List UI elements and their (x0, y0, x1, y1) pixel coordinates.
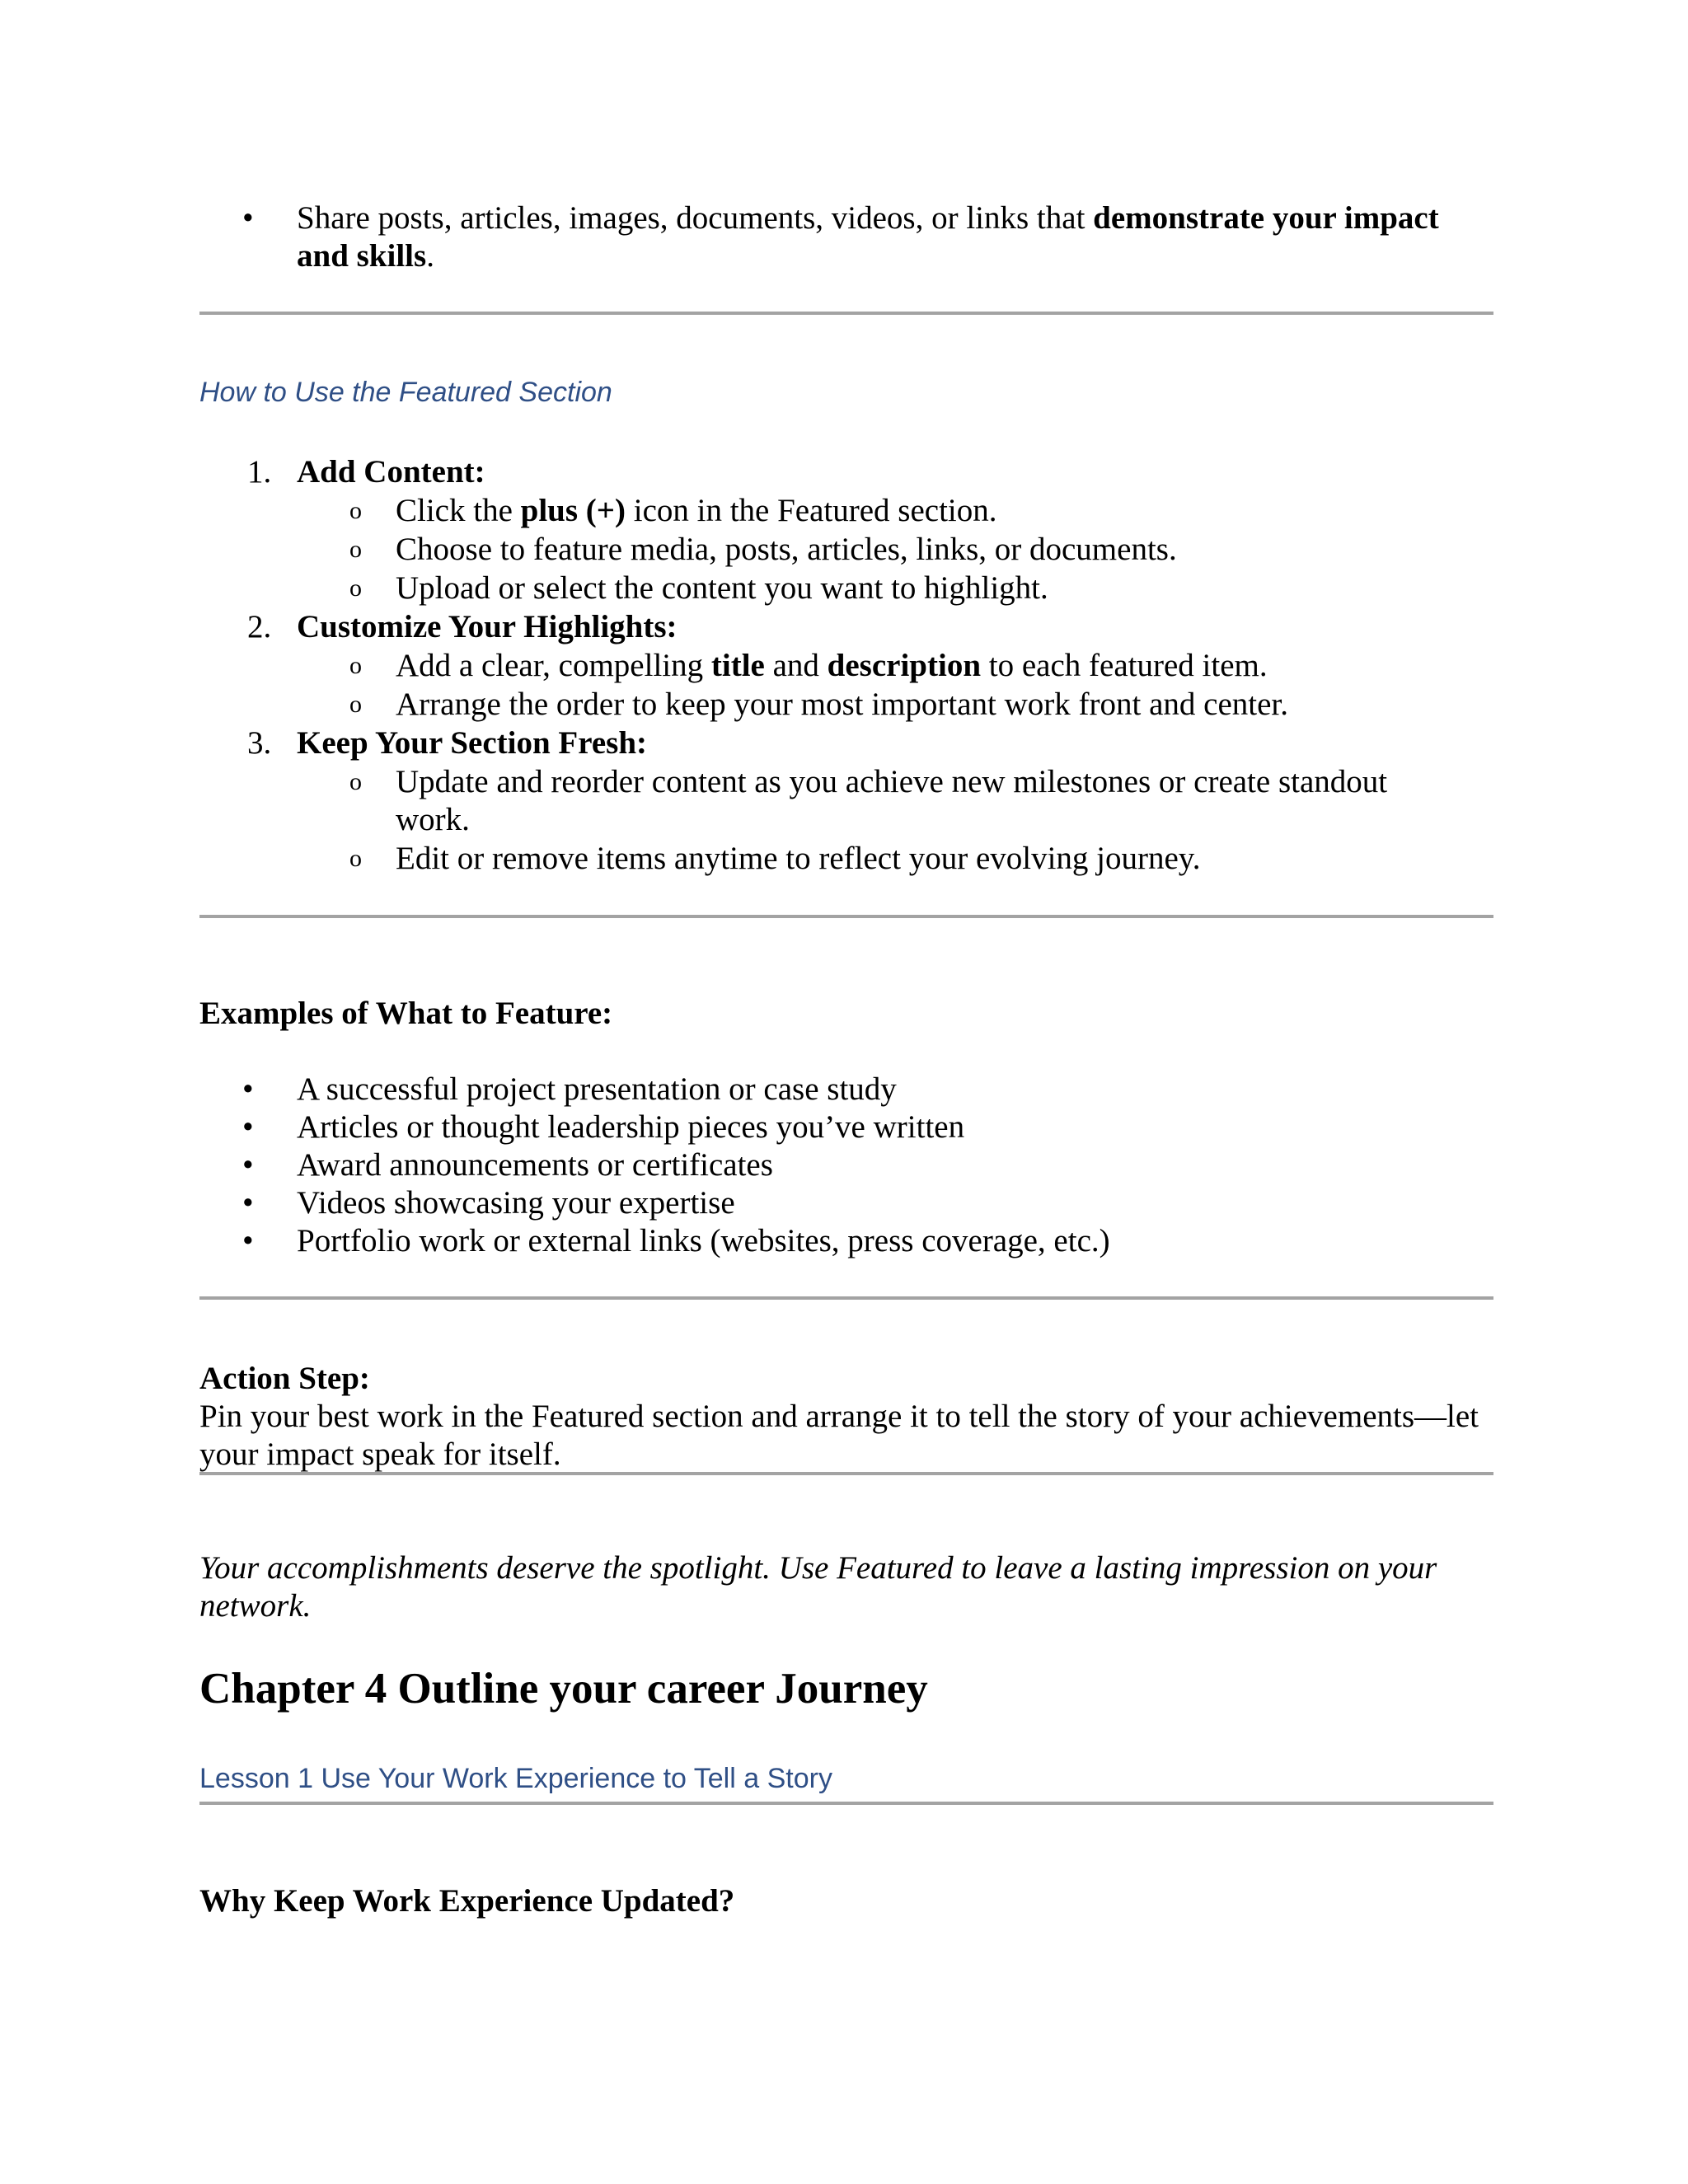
intro-bullet-text (297, 199, 1492, 275)
bullet-icon: • (242, 1185, 254, 1221)
step-item: Edit or remove items anytime to reflect your evolving journey. (396, 841, 1201, 876)
step-item: Upload or select the content you want to highlight. (396, 570, 1048, 606)
closing-statement: Your accomplishments deserve the spotlight. Use Featured to leave a lasting impression on your network. (199, 1550, 1437, 1624)
section-question-text: Why Keep Work Experience Updated? (199, 1883, 735, 1919)
step-number: 3. (247, 725, 272, 761)
step-title-text: Keep Your Section Fresh: (297, 725, 648, 761)
action-text: Pin your best work in the Featured section and arrange it to tell the story of your achievements—let your impact speak for itself. (199, 1399, 1479, 1472)
how-to-heading: How to Use the Featured Section (199, 377, 612, 408)
item-text: Add a clear, compelling (396, 648, 711, 683)
sub-bullet-icon: o (349, 536, 362, 563)
bullet-icon: • (242, 1147, 254, 1183)
item-text-end: icon in the Featured section. (625, 493, 997, 528)
step-title-text: Add Content: (297, 454, 485, 490)
list-item: Award announcements or certificates (297, 1147, 773, 1183)
item-text: Click the (396, 493, 521, 528)
sub-bullet-icon: o (349, 845, 362, 872)
sub-bullet-icon: o (349, 691, 362, 718)
step-title-text: Customize Your Highlights: (297, 609, 678, 644)
step-item: Update and reorder content as you achieve new milestones or create standout work. (396, 764, 1388, 837)
action-label (199, 1360, 370, 1398)
step-item: Choose to feature media, posts, articles, links, or documents. (396, 532, 1177, 567)
item-bold: plus (+) (520, 493, 626, 528)
divider (199, 312, 1493, 315)
step-item (396, 647, 1268, 685)
bullet-icon: • (242, 1223, 254, 1258)
item-bold: title (710, 648, 765, 683)
item-text-end: to each featured item. (981, 648, 1268, 683)
item-bold: description (827, 648, 982, 683)
section-question (199, 1882, 734, 1920)
bullet-icon: • (242, 200, 254, 236)
divider (199, 915, 1493, 918)
step-item (396, 492, 997, 530)
item-text-mid: and (764, 648, 828, 683)
intro-text: Share posts, articles, images, documents, videos, or links that (297, 200, 1094, 236)
step-title (297, 453, 485, 491)
lesson-heading: Lesson 1 Use Your Work Experience to Tell a Story (199, 1763, 832, 1794)
sub-bullet-icon: o (349, 574, 362, 602)
list-item: Articles or thought leadership pieces you’ve written (297, 1109, 965, 1145)
list-item: Portfolio work or external links (websites, press coverage, etc.) (297, 1223, 1110, 1258)
sub-bullet-icon: o (349, 768, 362, 795)
examples-heading (199, 995, 612, 1033)
bullet-icon: • (242, 1109, 254, 1145)
list-item: A successful project presentation or case study (297, 1071, 897, 1107)
divider (199, 1802, 1493, 1805)
step-item: Arrange the order to keep your most important work front and center. (396, 687, 1288, 722)
divider (199, 1472, 1493, 1475)
intro-text-end: . (426, 238, 434, 274)
bullet-icon: • (242, 1071, 254, 1107)
action-label-text: Action Step: (199, 1361, 370, 1396)
divider (199, 1296, 1493, 1300)
step-title (297, 724, 647, 762)
step-number: 2. (247, 609, 272, 644)
chapter-title: Chapter 4 Outline your career Journey (199, 1665, 928, 1713)
step-number: 1. (247, 454, 272, 490)
sub-bullet-icon: o (349, 497, 362, 524)
list-item: Videos showcasing your expertise (297, 1185, 735, 1221)
step-title (297, 608, 678, 646)
examples-heading-text: Examples of What to Feature: (199, 996, 613, 1031)
intro-bold: demonstrate your impact and skills (297, 200, 1439, 274)
sub-bullet-icon: o (349, 652, 362, 679)
